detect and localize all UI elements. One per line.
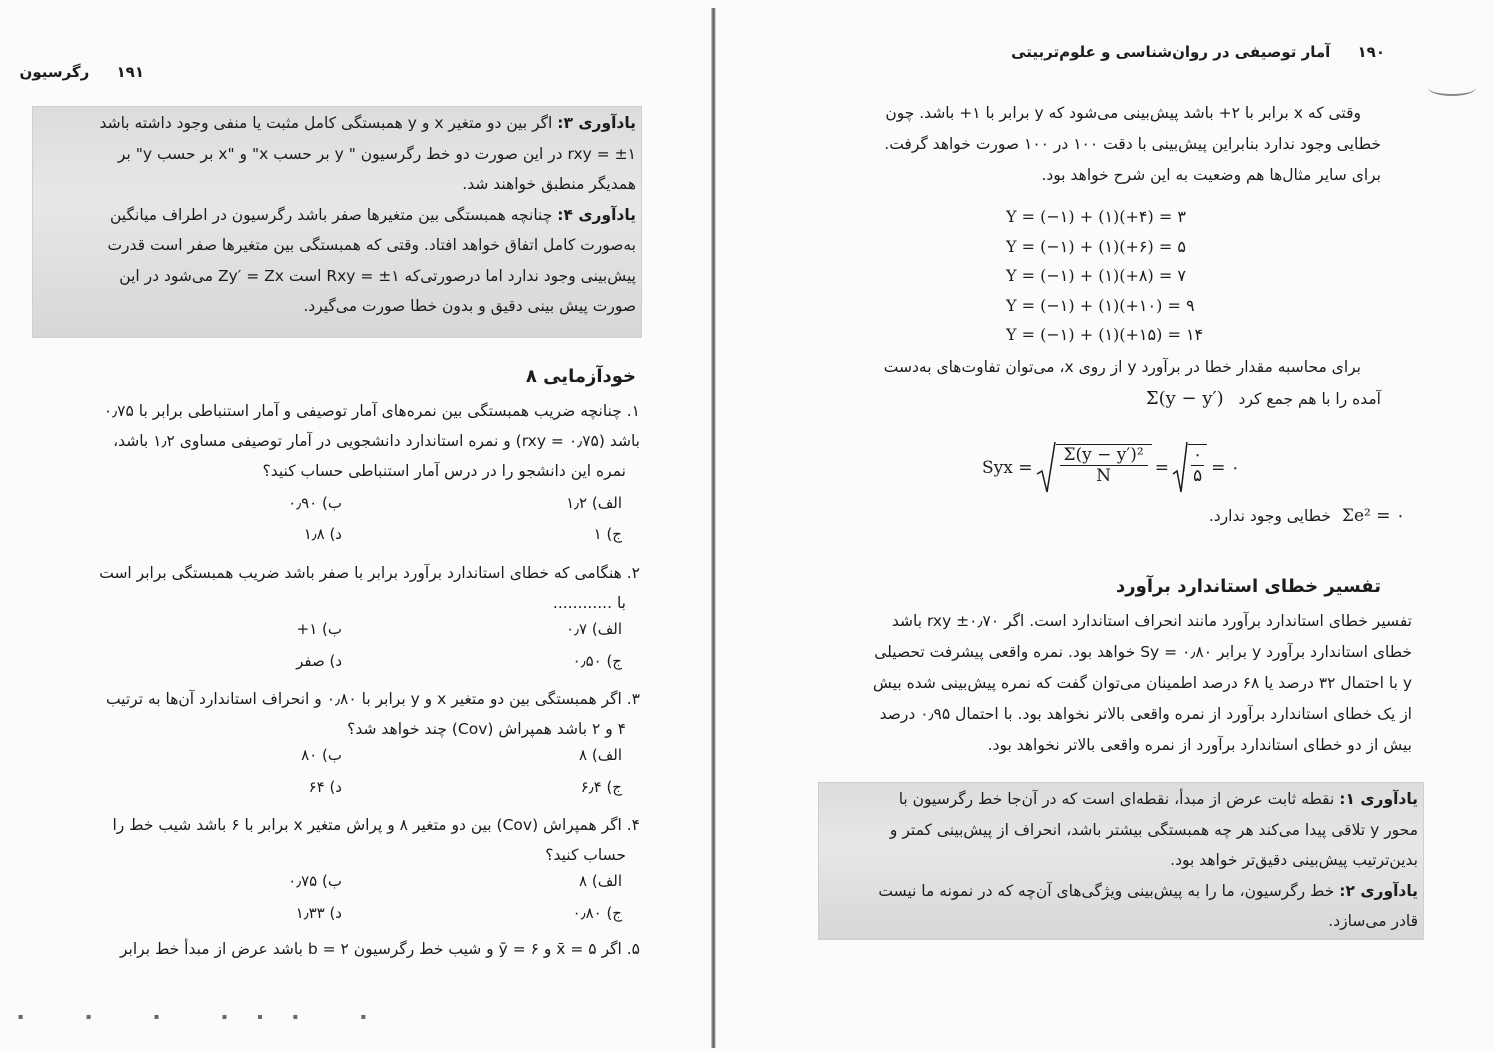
question-3 (40, 684, 640, 744)
sum-e-squared: Σe² = ۰ (1341, 506, 1405, 526)
equation-5: Y = (−۱) + (۱)(+۱۵) = ۱۴ (1006, 325, 1204, 344)
intro-line2: خطایی وجود ندارد بنابراین پیش‌بینی با دقت ۱۰۰ در ۱۰۰ صورت خواهد گرفت. (884, 135, 1381, 153)
note4-line1: یادآوری ۴: چنانچه همبستگی بین متغیرها صفر باشد رگرسیون در اطراف میانگین (110, 205, 636, 224)
note3-line3: همدیگر منطبق خواهند شد. (462, 175, 636, 193)
scan-dots: ▪ ▪ ▪ ▪▪▪ ▪ (18, 1012, 397, 1021)
q2-option-a: الف) ۰٫۷ (566, 620, 622, 638)
question-2 (40, 558, 640, 618)
quiz-title: خودآزمایی ۸ (525, 366, 636, 387)
q4-option-d: د) ۱٫۳۳ (295, 904, 342, 922)
section-line3: y با احتمال ۳۲ درصد یا ۶۸ درصد اطمینان می‌توان گفت که نمره پیش‌بینی شده بیش (872, 674, 1412, 692)
intro-line3: برای سایر مثال‌ها هم وضعیت به این شرح خواهد بود. (1041, 166, 1381, 184)
question-1 (40, 396, 640, 486)
sum-expression: Σ(y − y′) (1145, 388, 1224, 409)
formula-result: = ۰ (1211, 458, 1240, 478)
left-page (0, 0, 712, 1051)
error-line1: برای محاسبه مقدار خطا در برآورد y از روی x، می‌توان تفاوت‌های به‌دست (883, 358, 1361, 376)
q3-option-d: د) ۶۴ (308, 778, 342, 796)
note3-line1: یادآوری ۳: اگر بین دو متغیر x و y همبستگی کامل مثبت یا منفی وجود داشته باشد (99, 114, 636, 132)
q3-option-a: الف) ۸ (579, 746, 622, 764)
q1-option-d: د) ۱٫۸ (303, 525, 342, 543)
note1-line2: محور y تلاقی پیدا می‌کند هر چه همبستگی بیشتر باشد، انحراف از پیش‌بینی کمتر و (889, 820, 1418, 839)
q4-option-a: الف) ۸ (579, 872, 622, 890)
left-running-header (20, 62, 144, 81)
formula-equals: = (1154, 458, 1169, 478)
page-number: ۱۹۱ (116, 63, 144, 81)
q4-line1: ۴. اگر همپراش (Cov) بین دو متغیر ۸ و پراش متغیر x برابر با ۶ باشد شیب خط را (112, 816, 640, 834)
q4-options (0, 872, 712, 932)
q2-option-b: ب) ۱+ (296, 620, 342, 638)
page-number: ۱۹۰ (1357, 43, 1385, 61)
intro-line1: وقتی که x برابر با ۲+ باشد پیش‌بینی می‌شود که y برابر با ۱+ باشد. چون (885, 104, 1361, 122)
q1-line1: ۱. چنانچه ضریب همبستگی بین نمره‌های آمار توصیفی و آمار استنباطی برابر با ۰٫۷۵ (103, 402, 640, 420)
note2-line1: یادآوری ۲: خط رگرسیون، ما را به پیش‌بینی ویژگی‌های آن‌چه که در نمونه ما نیست (878, 881, 1418, 900)
q2-option-d: د) صفر (296, 652, 342, 670)
equation-1: Y = (−۱) + (۱)(+۴) = ۳ (1006, 207, 1186, 226)
note3-line2: rxy = ±۱ در این صورت دو خط رگرسیون " y بر حسب x" و "x بر حسب y" بر (117, 144, 636, 163)
q1-option-c: ج) ۱ (593, 525, 622, 543)
running-head: آمار توصیفی در روان‌شناسی و علوم‌تربیتی (1011, 43, 1331, 61)
question-5 (40, 934, 640, 964)
note4-line4: صورت پیش بینی دقیق و بدون خطا صورت می‌گیرد. (303, 297, 636, 315)
q3-option-b: ب) ۸۰ (301, 746, 342, 764)
equation-list (1006, 202, 1203, 350)
q1-line3: نمره این دانشجو را در درس آمار استنباطی حساب کنید؟ (262, 462, 626, 480)
q1-line2: باشد (rxy = ۰٫۷۵) و نمره استاندارد دانشجویی در آمار توصیفی مساوی ۱٫۲ باشد، (113, 432, 640, 450)
formula-numerator: Σ(y − y′)² (1060, 445, 1148, 466)
q3-line2: ۴ و ۲ باشد همپراش (Cov) چند خواهد شد؟ (347, 720, 626, 738)
formula2-numerator: ۰ (1192, 445, 1203, 465)
q5-line1: ۵. اگر x̄ = ۵ و ȳ = ۶ و شیب خط رگرسیون b = ۲ باشد عرض از مبدأ خط برابر (120, 940, 640, 958)
q4-line2: حساب کنید؟ (545, 846, 626, 864)
note4-line3: پیش‌بینی وجود ندارد اما درصورتی‌که Rxy = ±۱ است Zy′ = Zx می‌شود در این (119, 266, 636, 285)
q4-option-b: ب) ۰٫۷۵ (288, 872, 342, 890)
section-title: تفسیر خطای استاندارد برآورد (1116, 576, 1381, 597)
section-line1: تفسیر خطای استاندارد برآورد مانند انحراف استاندارد است. اگر rxy ±۰٫۷۰ باشد (891, 612, 1412, 630)
error-paragraph (806, 352, 1381, 415)
q1-option-a: الف) ۱٫۲ (566, 494, 622, 512)
no-error-text: خطایی وجود ندارد. (1208, 507, 1331, 525)
intro-paragraph (796, 98, 1381, 191)
question-4 (40, 810, 640, 870)
syx-formula (982, 440, 1240, 496)
q4-option-c: ج) ۰٫۸۰ (572, 904, 622, 922)
q1-option-b: ب) ۰٫۹۰ (288, 494, 342, 512)
section-line4: از یک خطای استاندارد برآورد از نمره واقعی بالاتر نخواهد بود. با احتمال ۰٫۹۵ درصد (879, 705, 1412, 723)
note-box-right (818, 782, 1424, 940)
no-error-line (1209, 506, 1405, 526)
section-line5: بیش از دو خطای استاندارد برآورد از نمره واقعی بالاتر نخواهد بود. (987, 736, 1412, 754)
equation-3: Y = (−۱) + (۱)(+۸) = ۷ (1006, 266, 1186, 285)
section-line2: خطای استاندارد برآورد y برابر Sy = ۰٫۸۰ خواهد بود. نمره واقعی پیشرفت تحصیلی (874, 643, 1412, 661)
q2-line1: ۲. هنگامی که خطای استاندارد برآورد برابر با صفر باشد ضریب همبستگی برابر است (99, 564, 640, 582)
note2-line2: قادر می‌سازد. (1328, 912, 1418, 930)
q1-options (0, 494, 712, 554)
error-line2: آمده را با هم جمع کرد Σ(y − y′) (1145, 388, 1381, 409)
section-body (812, 606, 1412, 761)
right-running-header (1011, 42, 1385, 61)
equation-2: Y = (−۱) + (۱)(+۶) = ۵ (1006, 236, 1186, 256)
sqrt-sign-icon-2 (1172, 440, 1188, 496)
formula-denominator: N (1096, 466, 1112, 486)
right-page (716, 0, 1495, 1051)
q2-options (0, 620, 712, 680)
formula2-denominator: ۵ (1192, 466, 1203, 486)
note-box-left (32, 106, 642, 338)
q3-line1: ۳. اگر همبستگی بین دو متغیر x و y برابر با ۰٫۸۰ و انحراف استاندارد آن‌ها به ترتیب (105, 690, 640, 708)
q3-options (0, 746, 712, 806)
running-head: رگرسیون (19, 63, 90, 81)
note1-line1: یادآوری ۱: نقطه ثابت عرض از مبدأ، نقطه‌ای است که در آن‌جا خط رگرسیون با (898, 790, 1418, 808)
sqrt-sign-icon (1036, 440, 1056, 496)
note1-line3: بدین‌ترتیب پیش‌بینی دقیق‌تر خواهد بود. (1170, 851, 1418, 869)
q2-line2: با ............ (552, 594, 626, 612)
q2-option-c: ج) ۰٫۵۰ (572, 652, 622, 670)
equation-4: Y = (−۱) + (۱)(+۱۰) = ۹ (1006, 295, 1195, 315)
formula-lhs: Syx = (982, 458, 1033, 478)
q3-option-c: ج) ۶٫۴ (580, 778, 622, 796)
note4-line2: به‌صورت کامل اتفاق خواهد افتاد. وقتی که همبستگی بین متغیرها صفر است قدرت (107, 236, 636, 254)
